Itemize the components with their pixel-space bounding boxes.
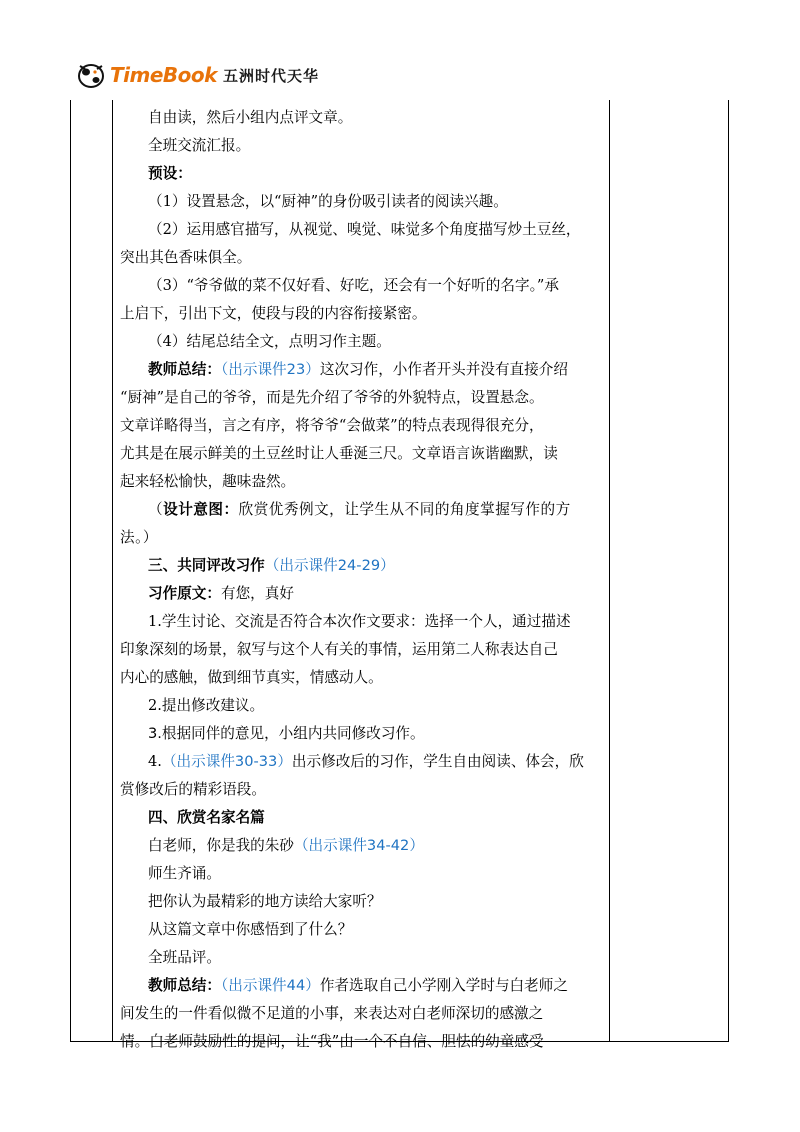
cow-icon	[76, 60, 106, 90]
column-divider-left	[112, 100, 113, 1042]
summary-line: “厨神”是自己的爷爷，而是先介绍了爷爷的外貌特点，设置悬念。	[120, 389, 544, 406]
text-line: 师生齐诵。	[148, 865, 221, 882]
summary-line: 间发生的一件看似微不足道的小事，来表达对白老师深切的感激之	[120, 1005, 544, 1022]
essay-title: 白老师，你是我的朱砂（出示课件34-42）	[148, 837, 424, 854]
preset-label: 预设：	[148, 165, 192, 182]
summary-label: 教师总结：	[148, 361, 221, 378]
preset-item-4: （4）结尾总结全文，点明习作主题。	[148, 333, 391, 350]
text-line: 全班品评。	[148, 949, 221, 966]
preset-item-2-cont: 突出其色香味俱全。	[120, 249, 252, 266]
step-2: 2.提出修改建议。	[148, 697, 265, 714]
step-1-cont: 内心的感触，做到细节真实，情感动人。	[120, 669, 383, 686]
brand-name: TimeBook	[110, 63, 217, 87]
step-4: 4.（出示课件30-33）出示修改后的习作，学生自由阅读、体会，欣	[148, 753, 584, 770]
courseware-ref: （出示课件44）	[220, 977, 320, 994]
text-line: 从这篇文章中你感悟到了什么？	[148, 921, 353, 938]
design-intent-cont: 法。）	[120, 529, 158, 546]
column-divider-right	[609, 100, 610, 1042]
step-3: 3.根据同伴的意见，小组内共同修改习作。	[148, 725, 425, 742]
section-4-heading: 四、欣赏名家名篇	[148, 809, 265, 826]
summary-line: 起来轻松愉快，趣味盎然。	[120, 473, 296, 490]
step-1: 1.学生讨论、交流是否符合本次作文要求：选择一个人，通过描述	[148, 613, 571, 630]
section-3-heading: 三、共同评改习作（出示课件24-29）	[148, 557, 395, 574]
brand-logo	[76, 58, 319, 92]
step-4-cont: 赏修改后的精彩语段。	[120, 781, 266, 798]
summary-line: 情。白老师鼓励性的提问，让“我”由一个不自信、胆怯的幼童感受	[120, 1033, 544, 1050]
summary-label: 教师总结：	[148, 977, 221, 994]
courseware-ref: （出示课件24-29）	[264, 557, 395, 574]
design-intent: （设计意图：欣赏优秀例文，让学生从不同的角度掌握写作的方	[148, 501, 571, 518]
preset-item-2: （2）运用感官描写，从视觉、嗅觉、味觉多个角度描写炒土豆丝，	[148, 221, 581, 238]
courseware-ref: （出示课件23）	[220, 361, 320, 378]
lesson-content	[120, 104, 604, 1056]
teacher-summary-1: 教师总结：（出示课件23）这次习作，小作者开头并没有直接介绍	[148, 361, 568, 378]
preset-item-3: （3）“爷爷做的菜不仅好看、好吃，还会有一个好听的名字。”承	[148, 277, 559, 294]
courseware-ref: （出示课件30-33）	[161, 753, 292, 770]
brand-subtitle: 五洲时代天华	[222, 66, 319, 85]
text-line: 把你认为最精彩的地方读给大家听？	[148, 893, 382, 910]
preset-item-3-cont: 上启下，引出下文，使段与段的内容衔接紧密。	[120, 305, 427, 322]
teacher-summary-2: 教师总结：（出示课件44）作者选取自己小学刚入学时与白老师之	[148, 977, 568, 994]
summary-line: 文章详略得当，言之有序，将爷爷“会做菜”的特点表现得很充分，	[120, 417, 544, 434]
step-1-cont: 印象深刻的场景，叙写与这个人有关的事情，运用第二人称表达自己	[120, 641, 558, 658]
summary-line: 尤其是在展示鲜美的土豆丝时让人垂涎三尺。文章语言诙谐幽默，读	[120, 445, 558, 462]
courseware-ref: （出示课件34-42）	[293, 837, 424, 854]
text-line: 自由读，然后小组内点评文章。	[148, 109, 353, 126]
preset-item-1: （1）设置悬念，以“厨神”的身份吸引读者的阅读兴趣。	[148, 193, 508, 210]
text-line: 全班交流汇报。	[148, 137, 251, 154]
original-essay: 习作原文：有您，真好	[148, 585, 294, 602]
design-label: 设计意图：	[163, 501, 239, 518]
